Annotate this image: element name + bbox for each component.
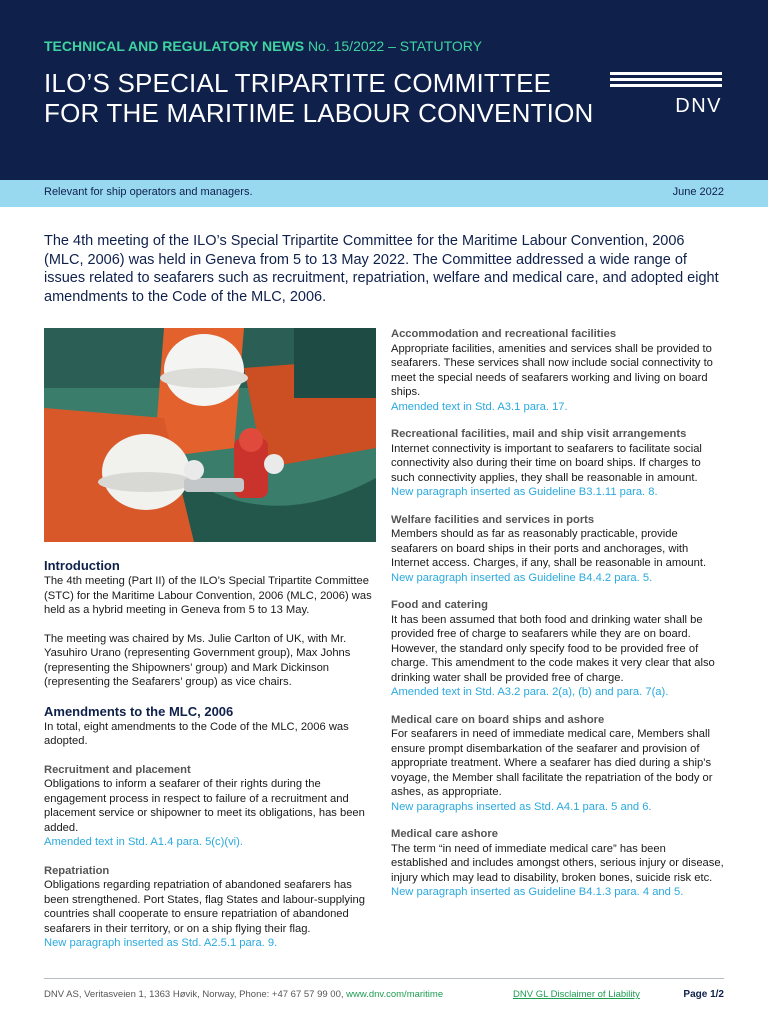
food-paragraph: It has been assumed that both food and drinking water shall be provided free of charge to seafarers while they are on board. However, the standard only specify food to be provided free of charge. This amendment to the code makes it very clear that also drinking water shall be provided free of charge. bbox=[391, 613, 715, 684]
medical-section bbox=[391, 713, 725, 815]
address-text: DNV AS, Veritasveien 1, 1363 Høvik, Norway, Phone: +47 67 57 99 00, bbox=[44, 989, 347, 1000]
amendments-heading: Amendments to the MLC, 2006 bbox=[44, 703, 234, 719]
welfare-reference: New paragraph inserted as Guideline B4.4.2 para. 5. bbox=[391, 571, 653, 584]
relevance-text: Relevant for ship operators and managers. bbox=[44, 186, 253, 198]
logo-bar bbox=[610, 72, 722, 75]
issue-date: June 2022 bbox=[672, 186, 724, 198]
food-heading: Food and catering bbox=[391, 599, 488, 611]
food-section bbox=[391, 598, 725, 700]
recruitment-heading: Recruitment and placement bbox=[44, 763, 191, 776]
footer-address bbox=[44, 989, 443, 1000]
accommodation-section bbox=[391, 327, 725, 414]
amendments-paragraph: In total, eight amendments to the Code of the MLC, 2006 was adopted. bbox=[44, 720, 349, 747]
recreational-section bbox=[391, 427, 725, 500]
medical-heading: Medical care on board ships and ashore bbox=[391, 713, 605, 726]
repatriation-section bbox=[44, 864, 378, 951]
introduction-paragraph-1: The 4th meeting (Part II) of the ILO’s Special Tripartite Committee (STC) for the Maritime Labour Convention, 2006 (MLC, 2006) was held as a hybrid meeting in Geneva from 5 to 13 May. bbox=[44, 575, 372, 616]
accommodation-reference: Amended text in Std. A3.1 para. 17. bbox=[391, 400, 568, 413]
repatriation-reference: New paragraph inserted as Std. A2.5.1 para. 9. bbox=[44, 937, 278, 949]
recreational-heading: Recreational facilities, mail and ship visit arrangements bbox=[391, 428, 687, 440]
food-reference: Amended text in Std. A3.2 para. 2(a), (b) and para. 7(a). bbox=[391, 686, 669, 698]
introduction-heading: Introduction bbox=[44, 558, 120, 573]
recruitment-reference: Amended text in Std. A1.4 para. 5(c)(vi). bbox=[44, 836, 243, 848]
newsletter-kicker bbox=[44, 38, 482, 54]
left-column bbox=[44, 558, 378, 965]
welfare-heading: Welfare facilities and services in ports bbox=[391, 513, 595, 526]
introduction-paragraph-2: The meeting was chaired by Ms. Julie Carlton of UK, with Mr. Yasuhiro Urano (representing Government group), Max Johns (representing the Shipowners’ group) and Mark Dickinson (representing the Seafarers’ group) as vice chairs. bbox=[44, 632, 351, 688]
welfare-section bbox=[391, 513, 725, 586]
medical-reference: New paragraphs inserted as Std. A4.1 para. 5 and 6. bbox=[391, 800, 652, 813]
logo-text: DNV bbox=[675, 95, 722, 117]
accommodation-paragraph: Appropriate facilities, amenities and services shall be provided to seafarers. These services shall now include social connectivity to meet the special needs of seafarers working and living on board ships. bbox=[391, 342, 713, 398]
seafarers-photo bbox=[44, 328, 376, 542]
medical-paragraph: For seafarers in need of immediate medical care, Members shall ensure prompt disembarkation of the seafarer and provision of appropriate treatment. Where a seafarer has died during a ship’s voyage, the Member shall facilitate the repatriation of the body or ashes, as appropriate. bbox=[391, 728, 713, 798]
page-number: Page 1/2 bbox=[683, 989, 724, 1000]
dnv-logo bbox=[610, 72, 722, 118]
repatriation-heading: Repatriation bbox=[44, 864, 110, 877]
right-column bbox=[391, 327, 725, 913]
logo-bar bbox=[610, 84, 722, 87]
medical-ashore-paragraph: The term “in need of immediate medical care” has been established and includes amongst others, serious injury or disease, injury which may lead to disability, broken bones, suicide risk etc. bbox=[391, 842, 724, 884]
medical-ashore-heading: Medical care ashore bbox=[391, 828, 498, 840]
recreational-paragraph: Internet connectivity is important to seafarers to facilitate social connectivity also during their time on board ships. If charges to such connectivity applies, they shall be reasonable in amount. bbox=[391, 442, 702, 484]
relevance-strip bbox=[0, 180, 768, 207]
kicker-issue: No. 15/2022 – STATUTORY bbox=[307, 38, 482, 54]
website-link[interactable]: www.dnv.com/maritime bbox=[346, 989, 444, 1000]
accommodation-heading: Accommodation and recreational facilities bbox=[391, 328, 617, 340]
header-banner bbox=[0, 0, 768, 180]
repatriation-paragraph: Obligations regarding repatriation of abandoned seafarers has been strengthened. Port States, flag States and labour-supplying countries shall cooperate to ensure repatriation of abandoned seafarers in their territory, or on a ship flying their flag. bbox=[44, 879, 365, 935]
medical-ashore-section bbox=[391, 827, 725, 900]
medical-ashore-reference: New paragraph inserted as Guideline B4.1.3 para. 4 and 5. bbox=[391, 886, 684, 898]
lead-paragraph: The 4th meeting of the ILO’s Special Tripartite Committee for the Maritime Labour Convention, 2006 (MLC, 2006) was held in Geneva from 5 to 13 May 2022. The Committee addressed a wide range of issues related to seafarers such as recruitment, repatriation, welfare and medical care, and adopted eight amendments to the Code of the MLC, 2006. bbox=[44, 233, 719, 305]
recruitment-paragraph: Obligations to inform a seafarer of their rights during the engagement process in respect to failure of a recruitment and placement service or shipowner to meet its obligations, has been added. bbox=[44, 778, 365, 834]
disclaimer-link[interactable]: DNV GL Disclaimer of Liability bbox=[513, 989, 640, 1000]
footer-divider bbox=[44, 978, 724, 979]
page-title: ILO’S SPECIAL TRIPARTITE COMMITTEE FOR THE MARITIME LABOUR CONVENTION bbox=[44, 68, 594, 128]
logo-bar bbox=[610, 78, 722, 81]
kicker-category: TECHNICAL AND REGULATORY NEWS bbox=[44, 38, 305, 54]
recruitment-section bbox=[44, 763, 378, 850]
introduction-section bbox=[44, 558, 378, 690]
photo-illustration bbox=[44, 328, 376, 542]
welfare-paragraph: Members should as far as reasonably practicable, provide seafarers on board ships in their ports and anchorages, with Internet access. Charges, if any, shall be reasonable in amount. bbox=[391, 528, 707, 569]
recreational-reference: New paragraph inserted as Guideline B3.1.11 para. 8. bbox=[391, 486, 658, 498]
amendments-section bbox=[44, 704, 378, 749]
